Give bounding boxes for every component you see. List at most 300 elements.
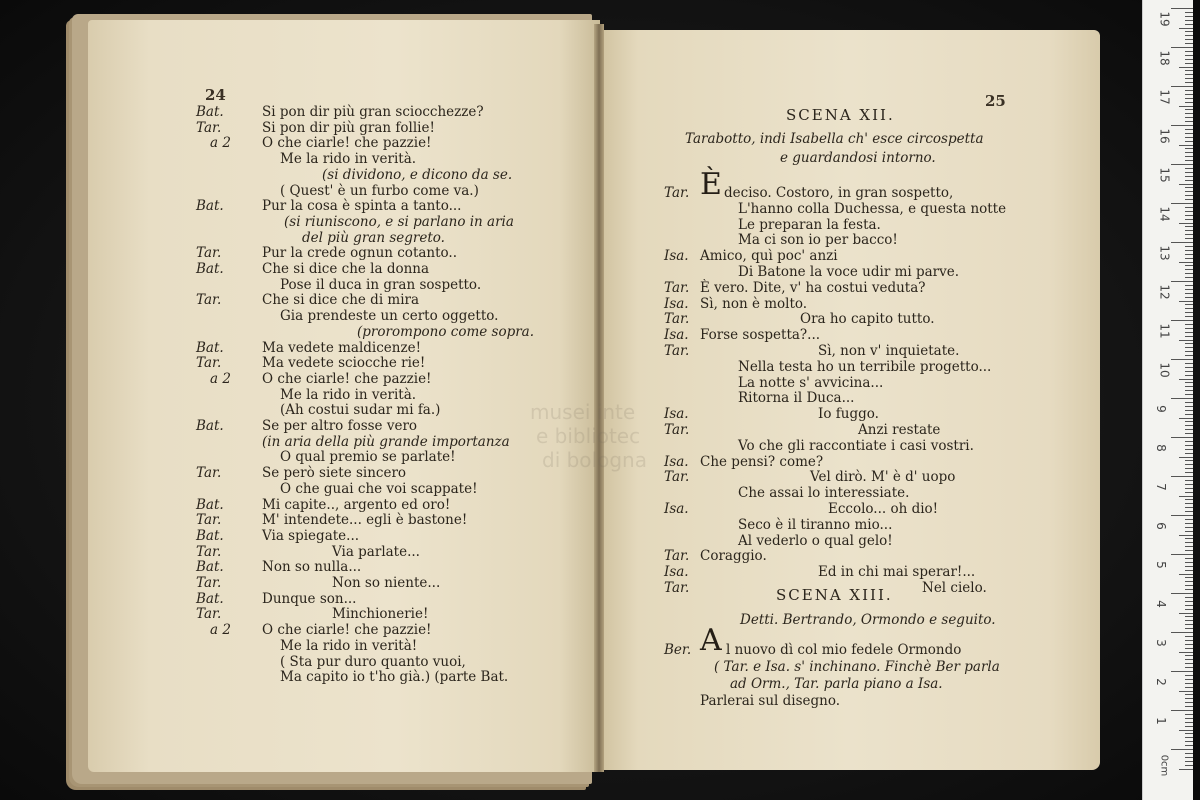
- speaker-label: Isa.: [664, 453, 689, 470]
- ruler-tick: [1185, 616, 1193, 617]
- ruler-tick: [1185, 628, 1193, 629]
- speaker-label: Isa.: [664, 248, 689, 265]
- ruler-tick: [1185, 761, 1193, 762]
- verse-line: Ritorna il Duca...: [738, 390, 855, 407]
- ruler-tick: [1185, 429, 1193, 430]
- ruler-tick: [1185, 718, 1193, 719]
- ruler-tick: [1185, 285, 1193, 286]
- drop-cap: È: [700, 167, 722, 202]
- ruler-tick: [1185, 78, 1193, 79]
- ruler-tick: [1179, 574, 1193, 575]
- speaker-label: Isa.: [664, 501, 689, 517]
- ruler-tick: [1171, 8, 1193, 9]
- verse-line: Vel dirò. M' è d' uopo: [810, 469, 956, 486]
- ruler-tick: [1179, 496, 1193, 497]
- scene-12-direction-1: Tarabotto, indi Isabella ch' esce circospetta: [685, 131, 984, 147]
- speaker-label: Bat.: [196, 590, 224, 607]
- ruler-tick: [1185, 191, 1193, 192]
- speaker-label: Tar.: [196, 543, 222, 560]
- ruler-tick: [1185, 722, 1193, 723]
- ruler-tick: [1185, 70, 1193, 71]
- verse-line: ( Quest' è un furbo come va.): [280, 182, 479, 199]
- ruler-tick: [1185, 679, 1193, 680]
- ruler-tick: [1185, 472, 1193, 473]
- ruler-tick: [1185, 343, 1193, 344]
- ruler-tick: [1185, 421, 1193, 422]
- verse-line: Si pon dir più gran sciocchezze?: [262, 104, 484, 120]
- verse-line: Ed in chi mai sperar!...: [818, 564, 976, 581]
- ruler-tick: [1185, 499, 1193, 500]
- verse-line: Me la rido in verità.: [280, 151, 417, 168]
- ruler-tick: [1171, 242, 1193, 243]
- ruler-tick: [1185, 663, 1193, 664]
- ruler-tick: [1185, 332, 1193, 333]
- ruler-tick: [1179, 613, 1193, 614]
- ruler-tick: [1171, 437, 1193, 438]
- speaker-label: Tar.: [196, 575, 222, 591]
- ruler-tick: [1185, 355, 1193, 356]
- ruler-tick: [1185, 523, 1193, 524]
- ruler-tick: [1171, 47, 1193, 48]
- verse-line: Me la rido in verità!: [280, 637, 418, 654]
- ruler-tick: [1185, 726, 1193, 727]
- ruler-tick: [1185, 605, 1193, 606]
- ruler-tick: [1185, 511, 1193, 512]
- ruler-tick: [1185, 371, 1193, 372]
- ruler-tick: [1185, 382, 1193, 383]
- speaker-label: Bat.: [196, 496, 224, 513]
- verse-line: (Ah costui sudar mi fa.): [280, 402, 441, 419]
- ruler-unit-label: 0cm: [1158, 754, 1170, 777]
- verse-line: ( Sta pur duro quanto vuoi,: [280, 653, 466, 670]
- ruler-tick: [1185, 570, 1193, 571]
- verse-line: Eccolo... oh dio!: [828, 501, 939, 517]
- ruler-tick: [1185, 324, 1193, 325]
- ruler-tick: [1185, 43, 1193, 44]
- ruler-tick: [1171, 515, 1193, 516]
- verse-line: Parlerai sul disegno.: [700, 693, 841, 709]
- ruler-tick: [1185, 410, 1193, 411]
- speaker-label: Tar.: [664, 580, 690, 596]
- verse-line: Vo che gli raccontiate i casi vostri.: [738, 437, 974, 454]
- ruler-tick: [1171, 281, 1193, 282]
- ruler-tick: [1185, 336, 1193, 337]
- ruler-tick: [1185, 460, 1193, 461]
- ruler-tick: [1185, 581, 1193, 582]
- verse-line: Le preparan la festa.: [738, 216, 881, 233]
- verse-line: Io fuggo.: [818, 406, 879, 423]
- ruler-tick: [1185, 367, 1193, 368]
- ruler-tick: [1185, 289, 1193, 290]
- speaker-label: Tar.: [664, 311, 690, 328]
- ruler-tick: [1185, 328, 1193, 329]
- library-watermark: [530, 400, 647, 472]
- ruler-tick: [1185, 98, 1193, 99]
- ruler-tick: [1185, 172, 1193, 173]
- ruler-tick: [1179, 145, 1193, 146]
- ruler-tick: [1179, 457, 1193, 458]
- ruler-tick: [1185, 20, 1193, 21]
- ruler-tick: [1185, 102, 1193, 103]
- verse-line: (si riuniscono, e si parlano in aria: [284, 213, 514, 230]
- verse-line: O che ciarle! che pazzie!: [262, 622, 432, 639]
- verse-line: Nella testa ho un terribile progetto...: [738, 358, 992, 375]
- ruler-tick: [1185, 152, 1193, 153]
- ruler-tick: [1179, 340, 1193, 341]
- ruler-tick: [1185, 129, 1193, 130]
- ruler-tick: [1185, 308, 1193, 309]
- verse-line: ( Tar. e Isa. s' inchinano. Finchè Ber parla: [714, 659, 1000, 675]
- ruler-tick: [1185, 148, 1193, 149]
- ruler-tick: [1185, 733, 1193, 734]
- ruler-tick: [1185, 277, 1193, 278]
- verse-line: M' intendete... egli è bastone!: [262, 512, 468, 529]
- ruler-tick: [1179, 769, 1193, 770]
- ruler-tick: [1171, 320, 1193, 321]
- ruler-tick: [1185, 35, 1193, 36]
- ruler-tick: [1185, 566, 1193, 567]
- ruler-number: 17: [1157, 89, 1172, 105]
- verse-line: Ma vedete maldicenze!: [262, 339, 422, 356]
- ruler-tick: [1185, 246, 1193, 247]
- ruler-tick: [1185, 258, 1193, 259]
- ruler-tick: [1171, 398, 1193, 399]
- ruler-number: 5: [1153, 561, 1168, 569]
- ruler-tick: [1179, 28, 1193, 29]
- ruler-tick: [1185, 180, 1193, 181]
- ruler-tick: [1185, 63, 1193, 64]
- scene-13-heading: SCENA XIII.: [776, 586, 893, 604]
- speaker-label: Isa.: [664, 327, 689, 344]
- ruler-tick: [1185, 94, 1193, 95]
- ruler-tick: [1185, 648, 1193, 649]
- ruler-tick: [1185, 698, 1193, 699]
- verse-line: Ma vedete sciocche rie!: [262, 355, 426, 372]
- speaker-label: Tar.: [664, 279, 690, 296]
- ruler-tick: [1185, 121, 1193, 122]
- ruler-tick: [1185, 394, 1193, 395]
- ruler-tick: [1185, 702, 1193, 703]
- speaker-label: a 2: [210, 622, 231, 639]
- ruler-tick: [1185, 316, 1193, 317]
- ruler-tick: [1185, 601, 1193, 602]
- ruler-tick: [1185, 39, 1193, 40]
- verse-line: O che guai che voi scappate!: [280, 480, 478, 497]
- ruler-tick: [1185, 109, 1193, 110]
- ruler-tick: [1185, 82, 1193, 83]
- ruler-tick: [1185, 659, 1193, 660]
- verse-line: Nel cielo.: [922, 580, 987, 596]
- ruler-tick: [1185, 141, 1193, 142]
- ruler-tick: [1179, 67, 1193, 68]
- ruler-tick: [1171, 86, 1193, 87]
- ruler-tick: [1185, 425, 1193, 426]
- verse-line: Gia prendeste un certo oggetto.: [280, 308, 499, 325]
- ruler-tick: [1185, 765, 1193, 766]
- ruler-tick: [1185, 624, 1193, 625]
- verse-line: (in aria della più grande importanza: [262, 433, 510, 450]
- ruler-number: 19: [1157, 11, 1172, 27]
- speaker-label: Bat.: [196, 559, 224, 576]
- speaker-label: Tar.: [196, 292, 222, 309]
- watermark-line: di bologna: [542, 448, 647, 472]
- ruler-tick: [1185, 503, 1193, 504]
- verse-line: Me la rido in verità.: [280, 386, 417, 403]
- ruler-tick: [1185, 507, 1193, 508]
- verse-line: O qual premio se parlate!: [280, 449, 456, 466]
- ruler-tick: [1185, 293, 1193, 294]
- speaker-label: a 2: [210, 370, 231, 387]
- verse-line: La notte s' avvicina...: [738, 374, 884, 391]
- speaker-label: Tar.: [664, 422, 690, 438]
- verse-line: Anzi restate: [858, 422, 941, 438]
- verse-line: Se per altro fosse vero: [262, 418, 418, 434]
- ruler-tick: [1179, 418, 1193, 419]
- ruler-tick: [1185, 304, 1193, 305]
- ruler-tick: [1185, 160, 1193, 161]
- ruler-tick: [1179, 691, 1193, 692]
- ruler-tick: [1185, 636, 1193, 637]
- verse-line: (si dividono, e dicono da se.: [322, 166, 513, 183]
- ruler-number: 3: [1153, 639, 1168, 647]
- ruler-tick: [1185, 694, 1193, 695]
- ruler-tick: [1185, 468, 1193, 469]
- ruler-number: 16: [1157, 128, 1172, 144]
- speaker-label: Isa.: [664, 295, 689, 312]
- ruler-number: 9: [1153, 405, 1168, 413]
- verse-line: Mi capite.., argento ed oro!: [262, 496, 451, 513]
- verse-line: Sì, non v' inquietate.: [818, 343, 960, 359]
- verse-line: l nuovo dì col mio fedele Ormondo: [726, 642, 962, 658]
- ruler-tick: [1171, 476, 1193, 477]
- speaker-label: Isa.: [664, 406, 689, 423]
- ruler-tick: [1185, 531, 1193, 532]
- speaker-label: Tar.: [196, 465, 222, 482]
- verse-line: ad Orm., Tar. parla piano a Isa.: [730, 676, 943, 692]
- ruler-tick: [1185, 351, 1193, 352]
- ruler-number: 4: [1153, 600, 1168, 608]
- verse-line: Che pensi? come?: [700, 453, 824, 470]
- verse-line: Se però siete sincero: [262, 465, 407, 482]
- ruler-tick: [1185, 238, 1193, 239]
- ruler-tick: [1185, 90, 1193, 91]
- verse-line: L'hanno colla Duchessa, e questa notte: [738, 200, 1007, 217]
- verse-line: Ma ci son io per bacco!: [738, 232, 898, 249]
- verse-line: del più gran segreto.: [302, 229, 445, 246]
- speaker-label: a 2: [210, 135, 231, 152]
- ruler-number: 11: [1157, 323, 1172, 339]
- ruler-tick: [1185, 464, 1193, 465]
- verse-line: O che ciarle! che pazzie!: [262, 370, 432, 387]
- ruler-tick: [1185, 375, 1193, 376]
- verse-line: È vero. Dite, v' ha costui veduta?: [700, 279, 926, 296]
- speaker-label: Tar.: [664, 469, 690, 486]
- ruler-number: 12: [1157, 284, 1172, 300]
- speaker-label: Bat.: [196, 104, 224, 120]
- ruler-tick: [1185, 234, 1193, 235]
- ruler-tick: [1185, 168, 1193, 169]
- verse-line: Sì, non è molto.: [700, 295, 808, 312]
- ruler-tick: [1185, 402, 1193, 403]
- ruler-tick: [1185, 176, 1193, 177]
- ruler-tick: [1185, 347, 1193, 348]
- ruler-tick: [1185, 667, 1193, 668]
- ruler-tick: [1185, 597, 1193, 598]
- ruler-number: 10: [1157, 362, 1172, 378]
- ruler-tick: [1179, 301, 1193, 302]
- speaker-label: Bat.: [196, 261, 224, 277]
- verse-line: Coraggio.: [700, 548, 767, 565]
- right-page-number: 25: [985, 92, 1006, 110]
- ruler-tick: [1179, 184, 1193, 185]
- scene-13-direction: Detti. Bertrando, Ormondo e seguito.: [740, 612, 996, 628]
- ruler-tick: [1185, 16, 1193, 17]
- ruler-tick: [1185, 117, 1193, 118]
- ruler-tick: [1185, 453, 1193, 454]
- ruler-tick: [1185, 753, 1193, 754]
- verse-line: Via parlate...: [332, 543, 420, 560]
- ruler-tick: [1185, 195, 1193, 196]
- ruler-tick: [1185, 273, 1193, 274]
- scene-12-direction-2: e guardandosi intorno.: [780, 150, 936, 166]
- ruler-tick: [1171, 671, 1193, 672]
- speaker-label: Bat.: [196, 418, 224, 434]
- ruler-tick: [1185, 445, 1193, 446]
- ruler-tick: [1185, 480, 1193, 481]
- ruler-number: 15: [1157, 167, 1172, 183]
- ruler-tick: [1185, 211, 1193, 212]
- ruler-tick: [1185, 74, 1193, 75]
- ruler-tick: [1185, 199, 1193, 200]
- ruler-number: 2: [1153, 678, 1168, 686]
- ruler-tick: [1185, 230, 1193, 231]
- verse-line: Non so niente...: [332, 575, 441, 591]
- ruler-tick: [1185, 215, 1193, 216]
- verse-line: Non so nulla...: [262, 559, 362, 576]
- ruler-tick: [1179, 652, 1193, 653]
- watermark-line: musei inte: [530, 400, 636, 424]
- ruler-tick: [1185, 133, 1193, 134]
- ruler-tick: [1185, 12, 1193, 13]
- ruler-tick: [1179, 379, 1193, 380]
- ruler-tick: [1171, 359, 1193, 360]
- ruler-tick: [1171, 164, 1193, 165]
- ruler-tick: [1185, 589, 1193, 590]
- ruler-tick: [1185, 55, 1193, 56]
- ruler-number: 7: [1153, 483, 1168, 491]
- ruler-tick: [1185, 31, 1193, 32]
- ruler-tick: [1185, 207, 1193, 208]
- speaker-label: Bat.: [196, 527, 224, 544]
- speaker-label: Tar.: [664, 548, 690, 565]
- ruler-tick: [1185, 441, 1193, 442]
- ruler-number: 8: [1153, 444, 1168, 452]
- ruler-tick: [1185, 363, 1193, 364]
- verse-line: (prorompono come sopra.: [357, 323, 535, 340]
- ruler-tick: [1185, 757, 1193, 758]
- verse-line: Pur la cosa è spinta a tanto...: [262, 198, 462, 215]
- ruler-tick: [1185, 250, 1193, 251]
- book-gutter: [594, 24, 604, 772]
- drop-cap: A: [700, 623, 722, 658]
- verse-line: Ora ho capito tutto.: [800, 311, 935, 328]
- ruler-tick: [1185, 406, 1193, 407]
- speaker-label: Tar.: [196, 119, 222, 136]
- verse-line: Pur la crede ognun cotanto..: [262, 245, 458, 262]
- ruler-tick: [1185, 265, 1193, 266]
- ruler-tick: [1185, 585, 1193, 586]
- ruler-tick: [1185, 219, 1193, 220]
- verse-line: Minchionerie!: [332, 606, 429, 623]
- ruler-tick: [1185, 492, 1193, 493]
- scene-12-heading: SCENA XII.: [786, 106, 895, 124]
- ruler-tick: [1185, 538, 1193, 539]
- speaker-label: Tar.: [196, 355, 222, 372]
- ruler-tick: [1171, 125, 1193, 126]
- verse-line: deciso. Costoro, in gran sospetto,: [724, 185, 954, 201]
- ruler-tick: [1185, 51, 1193, 52]
- ruler-tick: [1179, 223, 1193, 224]
- verse-line: Via spiegate...: [262, 527, 360, 544]
- ruler-tick: [1185, 542, 1193, 543]
- ruler-tick: [1185, 737, 1193, 738]
- ruler-number: 6: [1153, 522, 1168, 530]
- ruler-tick: [1185, 558, 1193, 559]
- ruler-tick: [1179, 262, 1193, 263]
- ruler-tick: [1185, 386, 1193, 387]
- speaker-label: Bat.: [196, 339, 224, 356]
- ruler-tick: [1185, 620, 1193, 621]
- speaker-label: Tar.: [196, 512, 222, 529]
- ruler-number: 13: [1157, 245, 1172, 261]
- ruler-number: 14: [1157, 206, 1172, 222]
- speaker-label: Ber.: [664, 642, 692, 658]
- verse-line: Che si dice che la donna: [262, 261, 430, 277]
- ruler-number: 1: [1153, 717, 1168, 725]
- verse-line: Dunque son...: [262, 590, 357, 607]
- ruler-tick: [1185, 156, 1193, 157]
- verse-line: Di Batone la voce udir mi parve.: [738, 264, 960, 280]
- verse-line: O che ciarle! che pazzie!: [262, 135, 432, 152]
- verse-line: Amico, quì poc' anzi: [700, 248, 838, 265]
- ruler-tick: [1185, 675, 1193, 676]
- ruler-tick: [1185, 484, 1193, 485]
- verse-line: Seco è il tiranno mio...: [738, 516, 893, 533]
- ruler-tick: [1185, 390, 1193, 391]
- ruler-tick: [1185, 269, 1193, 270]
- ruler-tick: [1185, 683, 1193, 684]
- verse-line: Che si dice che di mira: [262, 292, 420, 309]
- verse-line: Si pon dir più gran follie!: [262, 119, 435, 136]
- ruler-tick: [1185, 59, 1193, 60]
- ruler-number: 18: [1157, 50, 1172, 66]
- watermark-line: e bibliotec: [536, 424, 641, 448]
- ruler-tick: [1171, 593, 1193, 594]
- ruler-tick: [1171, 710, 1193, 711]
- ruler-tick: [1185, 414, 1193, 415]
- speaker-label: Tar.: [664, 343, 690, 359]
- ruler-tick: [1185, 577, 1193, 578]
- ruler-tick: [1179, 106, 1193, 107]
- ruler-tick: [1171, 632, 1193, 633]
- ruler-tick: [1185, 706, 1193, 707]
- left-page-number: 24: [205, 86, 226, 104]
- ruler-tick: [1179, 730, 1193, 731]
- ruler-tick: [1185, 449, 1193, 450]
- verse-line: Pose il duca in gran sospetto.: [280, 276, 482, 293]
- ruler-tick: [1179, 535, 1193, 536]
- ruler-tick: [1185, 640, 1193, 641]
